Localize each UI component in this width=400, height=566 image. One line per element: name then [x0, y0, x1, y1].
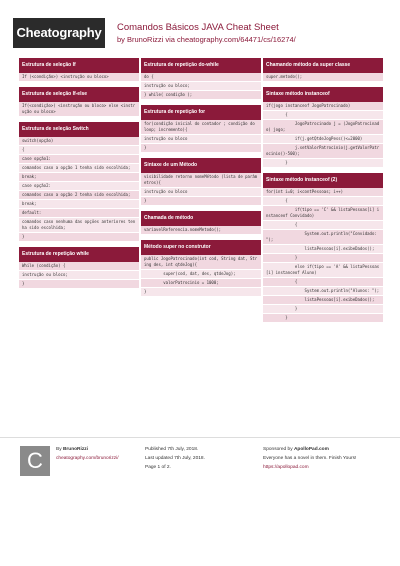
code-line: switch(opção)	[19, 137, 139, 146]
code-line: public JogoPatrocinado(int cod, String dat, String des, int qtdeJog){	[141, 255, 261, 270]
footer-sponsor	[263, 445, 356, 472]
section-box	[141, 240, 261, 296]
code-line: comandos caso a opção 1 tenha sido escolhida;	[19, 164, 139, 173]
published-date: Published 7th July, 2018.	[145, 447, 199, 452]
section-body	[263, 188, 383, 322]
code-line: listaPessoas[i].exibeDados();	[263, 296, 383, 305]
code-line: for(condição inicial do contador ; condição do loop; incremento){	[141, 120, 261, 135]
section-title: Estrutura de repetição for	[141, 105, 261, 120]
section-box	[263, 87, 383, 167]
code-line: super(cod, dat, des, qtdeJog);	[141, 270, 261, 279]
code-line: instrução ou bloco	[141, 135, 261, 144]
section-title: Chamada de método	[141, 211, 261, 226]
column-1	[19, 58, 139, 294]
section-body	[263, 73, 383, 81]
code-line: super.metodo();	[263, 73, 383, 81]
header	[0, 0, 400, 58]
footer-dates	[145, 445, 205, 472]
code-line: {	[19, 146, 139, 155]
code-line: } while( condição );	[141, 91, 261, 99]
section-body	[19, 137, 139, 241]
section-body	[141, 255, 261, 296]
sponsor-name[interactable]: ApolloPad.com	[293, 447, 329, 452]
footer-author-url[interactable]: cheatography.com/brunorizzi/	[56, 456, 119, 461]
section-body	[141, 173, 261, 205]
section-body	[19, 102, 139, 116]
code-line: instrução ou bloco;	[141, 82, 261, 91]
column-2	[141, 58, 261, 302]
section-box	[19, 58, 139, 81]
section-title: Sintaxe de um Método	[141, 158, 261, 173]
code-line: }	[141, 197, 261, 205]
code-line: if(jogo instanceof JogoPatrocinado)	[263, 102, 383, 111]
via-text: via	[163, 35, 178, 44]
code-line: if(j.getQtdeJogPess()<=2000)	[263, 135, 383, 144]
code-line: System.out.println("Convidado: ");	[263, 230, 383, 245]
by-text: by	[117, 35, 128, 44]
code-line: System.out.println("Alunos: ");	[263, 287, 383, 296]
code-line: visibilidade retorno nomeMétodo (lista de parâmetros){	[141, 173, 261, 188]
section-title: Estrutura de seleção Switch	[19, 122, 139, 137]
code-line: case opção1:	[19, 155, 139, 164]
sheet-url-link[interactable]: cheatography.com/64471/cs/16274/	[177, 35, 296, 44]
code-line: }	[263, 254, 383, 263]
section-title: Estrutura de repetição do-while	[141, 58, 261, 73]
subtitle	[117, 35, 296, 44]
code-line: comandos caso nenhuma das opções anteriores tenha sido escolhida;	[19, 218, 139, 233]
code-line: default:	[19, 209, 139, 218]
section-box	[141, 211, 261, 234]
code-line: listaPessoas[i].exibeDados();	[263, 245, 383, 254]
page-number: Page 1 of 2.	[145, 465, 171, 470]
author-avatar: C	[20, 446, 50, 476]
footer-author-name[interactable]: BrunoRizzi	[62, 447, 88, 452]
code-line: {	[263, 197, 383, 206]
section-box	[141, 158, 261, 205]
code-line: }	[141, 144, 261, 152]
updated-date: Last updated 7th July, 2018.	[145, 456, 205, 461]
section-box	[141, 105, 261, 152]
code-line: if(tipo == 'C' && listaPessoas[i] instanceof Convidado)	[263, 206, 383, 221]
section-body	[19, 73, 139, 81]
section-box	[263, 173, 383, 322]
code-line: instrução ou bloco;	[19, 271, 139, 280]
code-line: for(int i=0; i<contPessoas; i++)	[263, 188, 383, 197]
code-line: j.setValorPatrocinio(j.getValorPatrocinio()-500);	[263, 144, 383, 159]
code-line: {	[263, 221, 383, 230]
column-3	[263, 58, 383, 328]
section-title: Estrutura de repetição while	[19, 247, 139, 262]
author-link[interactable]: BrunoRizzi	[127, 35, 164, 44]
section-body	[19, 262, 139, 288]
section-title: Estrutura de seleção If-else	[19, 87, 139, 102]
code-line: {	[263, 278, 383, 287]
code-line: }	[263, 305, 383, 314]
section-body	[263, 102, 383, 167]
code-line: JogoPatrocinado j = (JogoPatrocinado) jogo;	[263, 120, 383, 135]
section-body	[141, 226, 261, 234]
footer-author	[56, 445, 119, 463]
code-line: }	[19, 280, 139, 288]
sponsor-text: Everyone has a novel in them. Finish Yours!	[263, 456, 357, 461]
code-line: }	[19, 233, 139, 241]
section-box	[19, 87, 139, 116]
footer-by-label: By	[56, 447, 63, 452]
code-line: instrução ou bloco	[141, 188, 261, 197]
section-title: Chamando método da super classe	[263, 58, 383, 73]
cheatography-logo[interactable]: Cheatography	[13, 18, 105, 48]
code-line: If (<condição>) <instrução ou bloco>	[19, 73, 139, 81]
section-title: Sintaxe método instanceof (2)	[263, 173, 383, 188]
code-line: }	[263, 159, 383, 167]
footer	[0, 437, 400, 497]
section-title: Método super no construtor	[141, 240, 261, 255]
section-box	[19, 122, 139, 241]
section-title: Estrutura de seleção If	[19, 58, 139, 73]
code-line: break;	[19, 200, 139, 209]
code-line: {	[263, 111, 383, 120]
section-box	[141, 58, 261, 99]
section-box	[19, 247, 139, 288]
sponsor-label: Sponsored by	[263, 447, 294, 452]
page-title: Comandos Básicos JAVA Cheat Sheet	[117, 22, 279, 33]
section-body	[141, 120, 261, 152]
code-line: valorPatrocinio = 1000;	[141, 279, 261, 288]
code-line: do {	[141, 73, 261, 82]
code-line: break;	[19, 173, 139, 182]
code-line: If(<condição>) <instrução ou bloco> else <instrução ou bloco>	[19, 102, 139, 116]
section-box	[263, 58, 383, 81]
code-line: variavelReferencia.nomeMetodo();	[141, 226, 261, 234]
code-line: }	[141, 288, 261, 296]
code-line: While (condição) {	[19, 262, 139, 271]
sponsor-url[interactable]: https://apollopad.com	[263, 465, 309, 470]
code-line: else if(tipo == 'A' && listaPessoas[i] instanceof Aluno)	[263, 263, 383, 278]
section-body	[141, 73, 261, 99]
code-line: }	[263, 314, 383, 322]
code-line: case opção2:	[19, 182, 139, 191]
code-line: comandos caso a opção 2 tenha sido escolhida;	[19, 191, 139, 200]
section-title: Sintaxe método instanceof	[263, 87, 383, 102]
